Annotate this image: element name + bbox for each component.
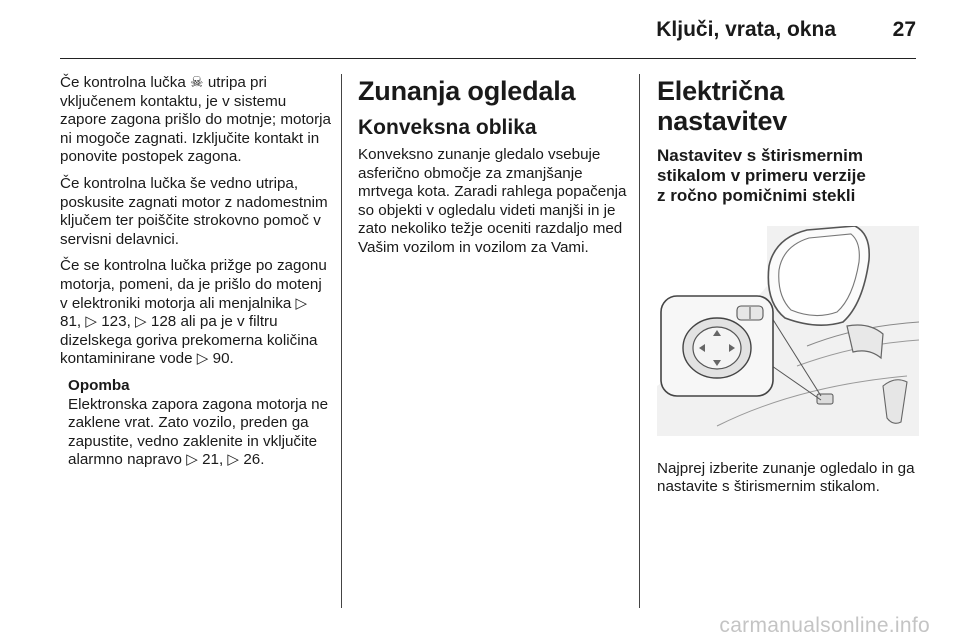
column-1 xyxy=(60,74,332,470)
paragraph-convex-mirror: Konveksno zunanje gledalo vsebuje asferično območje za zmanjšanje mrtvega kota. Zaradi rahlega popačenja so objekti v ogledalu videti manjši in je zato nekoliko težje oceniti razdaljo med Vašim vozilom in vozilom za Vami. xyxy=(358,146,627,256)
mirror-switch-illustration xyxy=(657,226,919,436)
subsection-title-line: z ročno pomičnimi stekli xyxy=(657,186,856,205)
watermark: carmanualsonline.info xyxy=(719,614,930,637)
column-2 xyxy=(358,74,630,266)
subsection-title-line: stikalom v primeru verzije xyxy=(657,166,866,185)
column-divider-2 xyxy=(639,74,640,608)
subsection-title-four-way-switch xyxy=(657,146,919,206)
subsection-title-convex: Konveksna oblika xyxy=(358,116,537,139)
header-divider xyxy=(60,58,916,59)
column-3 xyxy=(657,74,919,505)
column-divider-1 xyxy=(341,74,342,608)
caption-select-mirror: Najprej izberite zunanje ogledalo in ga nastavite s štirismernim stikalom. xyxy=(657,459,915,496)
page-header-title: Ključi, vrata, okna xyxy=(656,18,836,41)
note-text: Elektronska zapora zagona motorja ne zaklene vrat. Zato vozilo, preden ga zapustite, vedno zaklenite in vključite alarmno napravo ▷ 21, ▷ 26. xyxy=(68,395,329,469)
subsection-title-line: Nastavitev s štirismernim xyxy=(657,146,863,165)
section-title-exterior-mirrors: Zunanja ogledala xyxy=(358,76,576,106)
paragraph-lights-after-start: Če se kontrolna lučka prižge po zagonu motorja, pomeni, da je prišlo do motenj v elektroniki motorja ali menjalnika ▷ 81, ▷ 123, ▷ 128 ali pa je v filtru dizelskega goriva prekomerna količina kontaminirane vode ▷ 90. xyxy=(60,257,327,368)
page-number: 27 xyxy=(892,18,916,41)
note-title: Opomba xyxy=(68,376,130,394)
section-title-electric-adjustment: Električna nastavitev xyxy=(657,76,788,136)
paragraph-still-flashing: Če kontrolna lučka še vedno utripa, poskusite zagnati motor z nadomestnim ključem ter poiščite strokovno pomoč v servisni delavnici. xyxy=(60,174,328,248)
paragraph-immobilizer-flash: Če kontrolna lučka ☠ utripa pri vključenem kontaktu, je v sistemu zapore zagona prišlo do motnje; motorja ni mogoče zagnati. Izključite kontakt in ponovite postopek zagona. xyxy=(60,74,331,166)
note-box xyxy=(68,377,332,470)
